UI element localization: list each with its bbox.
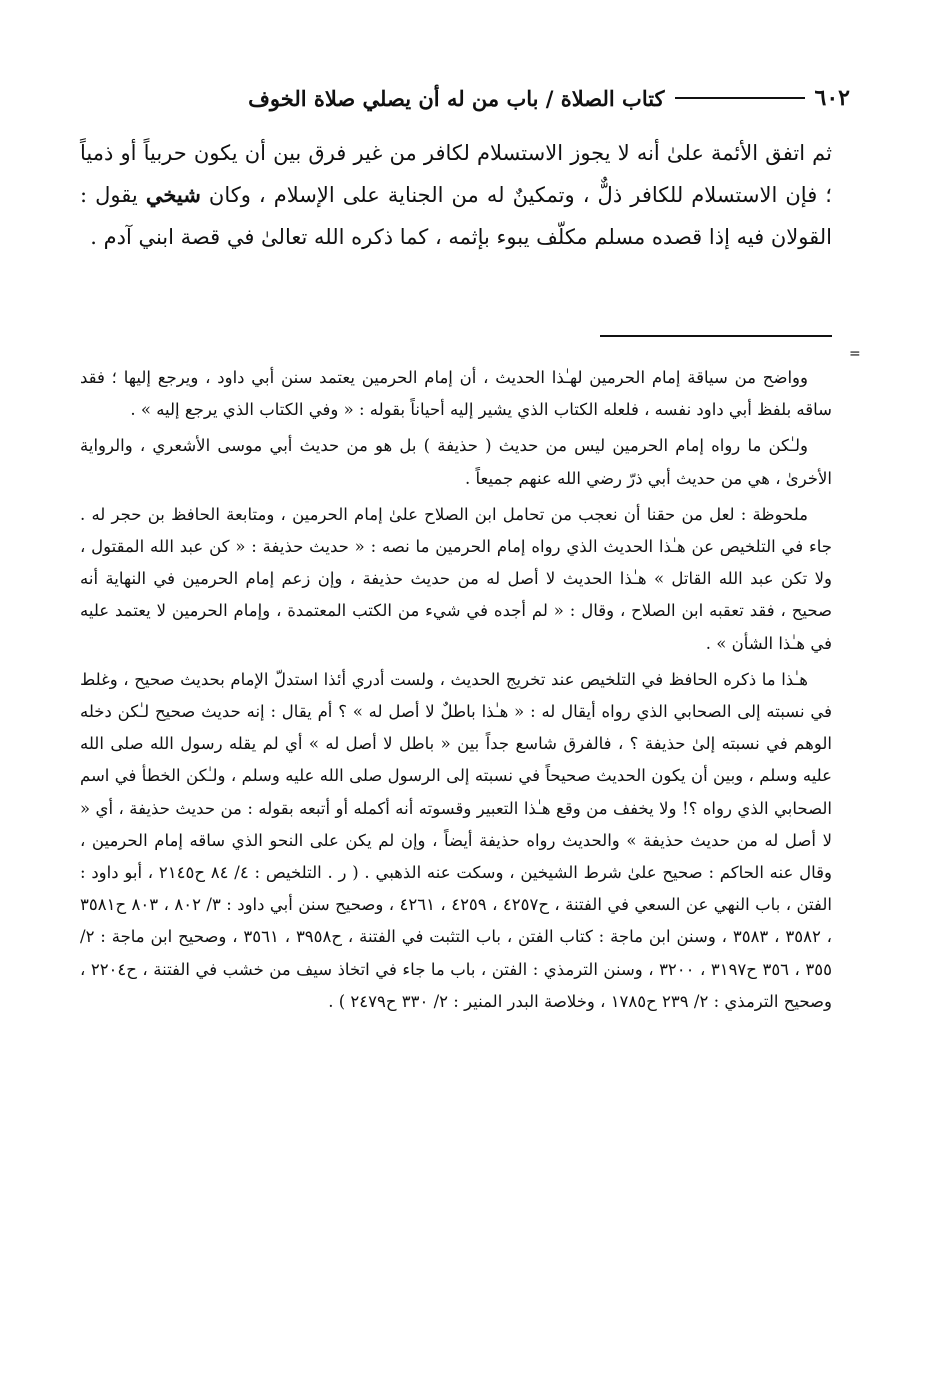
footnote-paragraph-2: ولـٰكن ما رواه إمام الحرمين ليس من حديث ( حذيفة ) بل هو من حديث أبي موسى الأشعري ، والرواية الأخرىٰ ، هي من حديث أبي ذرّ رضي الله عنهم جميعاً . xyxy=(80,436,832,488)
main-text-part-1: ثم اتفق الأئمة علىٰ أنه لا يجوز الاستسلام لكافر من غير فرق بين أن يكون حربياً أو ذمياً ؛ فإن الاستسلام للكافر ذلٌّ ، وتمكينٌ له من الجناية على الإسلام ، وكان xyxy=(80,141,832,207)
page-number: ٦٠٢ xyxy=(814,85,850,111)
footnotes-section xyxy=(80,362,832,1022)
footnote-continuation-marker: = xyxy=(849,346,861,362)
page-header xyxy=(80,78,850,118)
main-body-text xyxy=(80,132,832,258)
running-title: كتاب الصلاة / باب من له أن يصلي صلاة الخوف xyxy=(248,85,665,111)
main-text-part-2: يقول : القولان فيه إذا قصده مسلم مكلّف يبوء بإثمه ، كما ذكره الله تعالىٰ في قصة ابني آدم . xyxy=(80,183,832,249)
footnote-paragraph-4: هـٰذا ما ذكره الحافظ في التلخيص عند تخريج الحديث ، ولست أدري أئذا استدلّ الإمام بحديث صحيح ، وغلط في نسبته إلى الصحابي الذي رواه أيقال له : « هـٰذا باطلٌ لا أصل له » ؟ أم يقال : إنه حديث صحيح لـٰكن دخله الوهم في نسبته إلىٰ حذيفة ؟ ، فالفرق شاسع جداً بين « باطل لا أصل له » أي لم يقله رسول الله صلى الله عليه وسلم ، وبين أن يكون الحديث صحيحاً في نسبته إلى الرسول صلى الله عليه وسلم ، ولـٰكن الخطأ في اسم الصحابي الذي رواه ؟! ولا يخفف من وقع هـٰذا التعبير وقسوته أنه أكمله أو أتبعه بقوله : من حديث حذيفة ، أي « لا أصل له من حديث حذيفة » والحديث رواه حذيفة أيضاً ، وإن لم يكن على النحو الذي ساقه إمام الحرمين ، وقال عنه الحاكم : صحيح علىٰ شرط الشيخين ، وسكت عنه الذهبي . ( ر . التلخيص : ٤/ ٨٤ ح٢١٤٥ ، أبو داود : الفتن ، باب النهي عن السعي في الفتنة ، ح٤٢٥٧ ، ٤٢٥٩ ، ٤٢٦١ ، وصحيح سنن أبي داود : ٣/ ٨٠٢ ، ٨٠٣ ح٣٥٨١ ، ٣٥٨٢ ، ٣٥٨٣ ، وسنن ابن ماجة : كتاب الفتن ، باب التثبت في الفتنة ، ح٣٩٥٨ ، ٣٥٦١ ، وصحيح ابن ماجة : ٢/ ٣٥٥ ، ٣٥٦ ح٣١٩٧ ، ٣٢٠٠ ، وسنن الترمذي : الفتن ، باب ما جاء في اتخاذ سيف من خشب في الفتنة ، ح٢٢٠٤ ، وصحيح الترمذي : ٢/ ٢٣٩ ح١٧٨٥ ، وخلاصة البدر المنير : ٢/ ٣٣٠ ح٢٤٧٩ ) . xyxy=(80,669,833,1011)
header-rule xyxy=(675,97,805,99)
main-text-bold-word: شيخي xyxy=(145,182,201,207)
footnote-separator xyxy=(600,335,832,337)
footnote-paragraph-3: ملحوظة : لعل من حقنا أن نعجب من تحامل ابن الصلاح علىٰ إمام الحرمين ، ومتابعة الحافظ بن حجر له . جاء في التلخيص عن هـٰذا الحديث الذي رواه إمام الحرمين ما نصه : « حديث حذيفة : « كن عبد الله المقتول ، ولا تكن عبد الله القاتل » هـٰذا الحديث لا أصل له من حديث حذيفة ، وإن زعم إمام الحرمين في النهاية أنه صحيح ، فقد تعقبه ابن الصلاح ، وقال : « لم أجده في شيء من الكتب المعتمدة ، وإمام الحرمين لا يعتمد عليه في هـٰذا الشأن » . xyxy=(80,504,832,653)
footnote-paragraph-1: وواضح من سياقة إمام الحرمين لهـٰذا الحديث ، أن إمام الحرمين يعتمد سنن أبي داود ، ويرجع إليها ؛ فقد ساقه بلفظ أبي داود نفسه ، فلعله الكتاب الذي يشير إليه أحياناً بقوله : « وفي الكتاب الذي يرجع إليه » . xyxy=(80,368,832,420)
